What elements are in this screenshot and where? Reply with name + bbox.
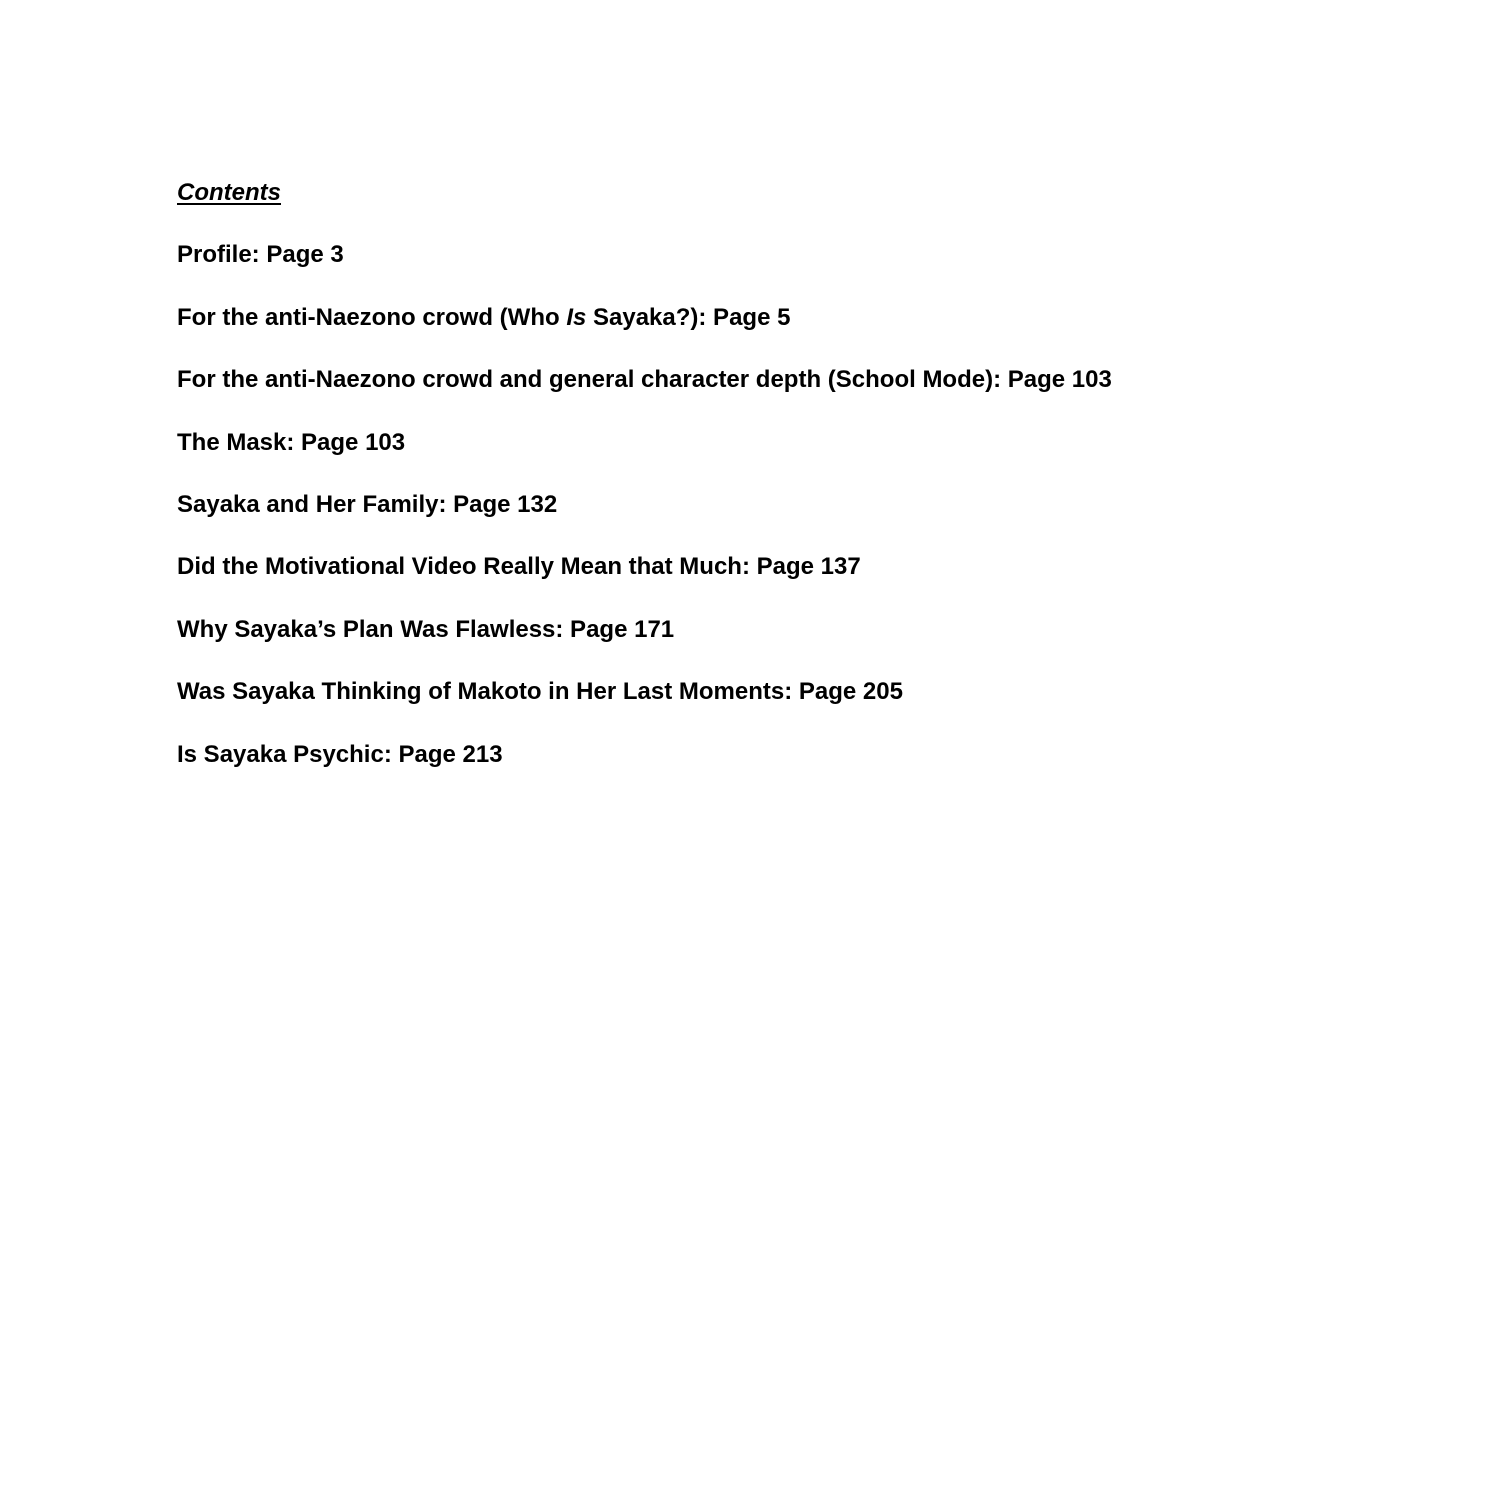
toc-entry-plan-flawless: Why Sayaka’s Plan Was Flawless: Page 171 bbox=[177, 615, 675, 643]
table-of-contents bbox=[177, 176, 1377, 800]
toc-entry-text: Sayaka?): Page 5 bbox=[586, 303, 791, 331]
toc-entry-psychic: Is Sayaka Psychic: Page 213 bbox=[177, 740, 503, 768]
contents-list bbox=[177, 238, 1377, 771]
contents-heading: Contents bbox=[177, 179, 281, 206]
toc-entry-school-mode: For the anti-Naezono crowd and general character depth (School Mode): Page 103 bbox=[177, 366, 1112, 394]
toc-entry-last-moments: Was Sayaka Thinking of Makoto in Her Last Moments: Page 205 bbox=[177, 678, 903, 706]
toc-entry-who-is-sayaka bbox=[177, 301, 1377, 335]
toc-entry-family: Sayaka and Her Family: Page 132 bbox=[177, 490, 558, 518]
toc-entry-text: For the anti-Naezono crowd (Who bbox=[177, 303, 567, 331]
toc-entry-the-mask: The Mask: Page 103 bbox=[177, 428, 406, 456]
toc-entry-emphasis: Is bbox=[566, 303, 587, 331]
toc-entry-motivational-video: Did the Motivational Video Really Mean that Much: Page 137 bbox=[177, 553, 861, 581]
toc-entry-profile: Profile: Page 3 bbox=[177, 241, 344, 269]
